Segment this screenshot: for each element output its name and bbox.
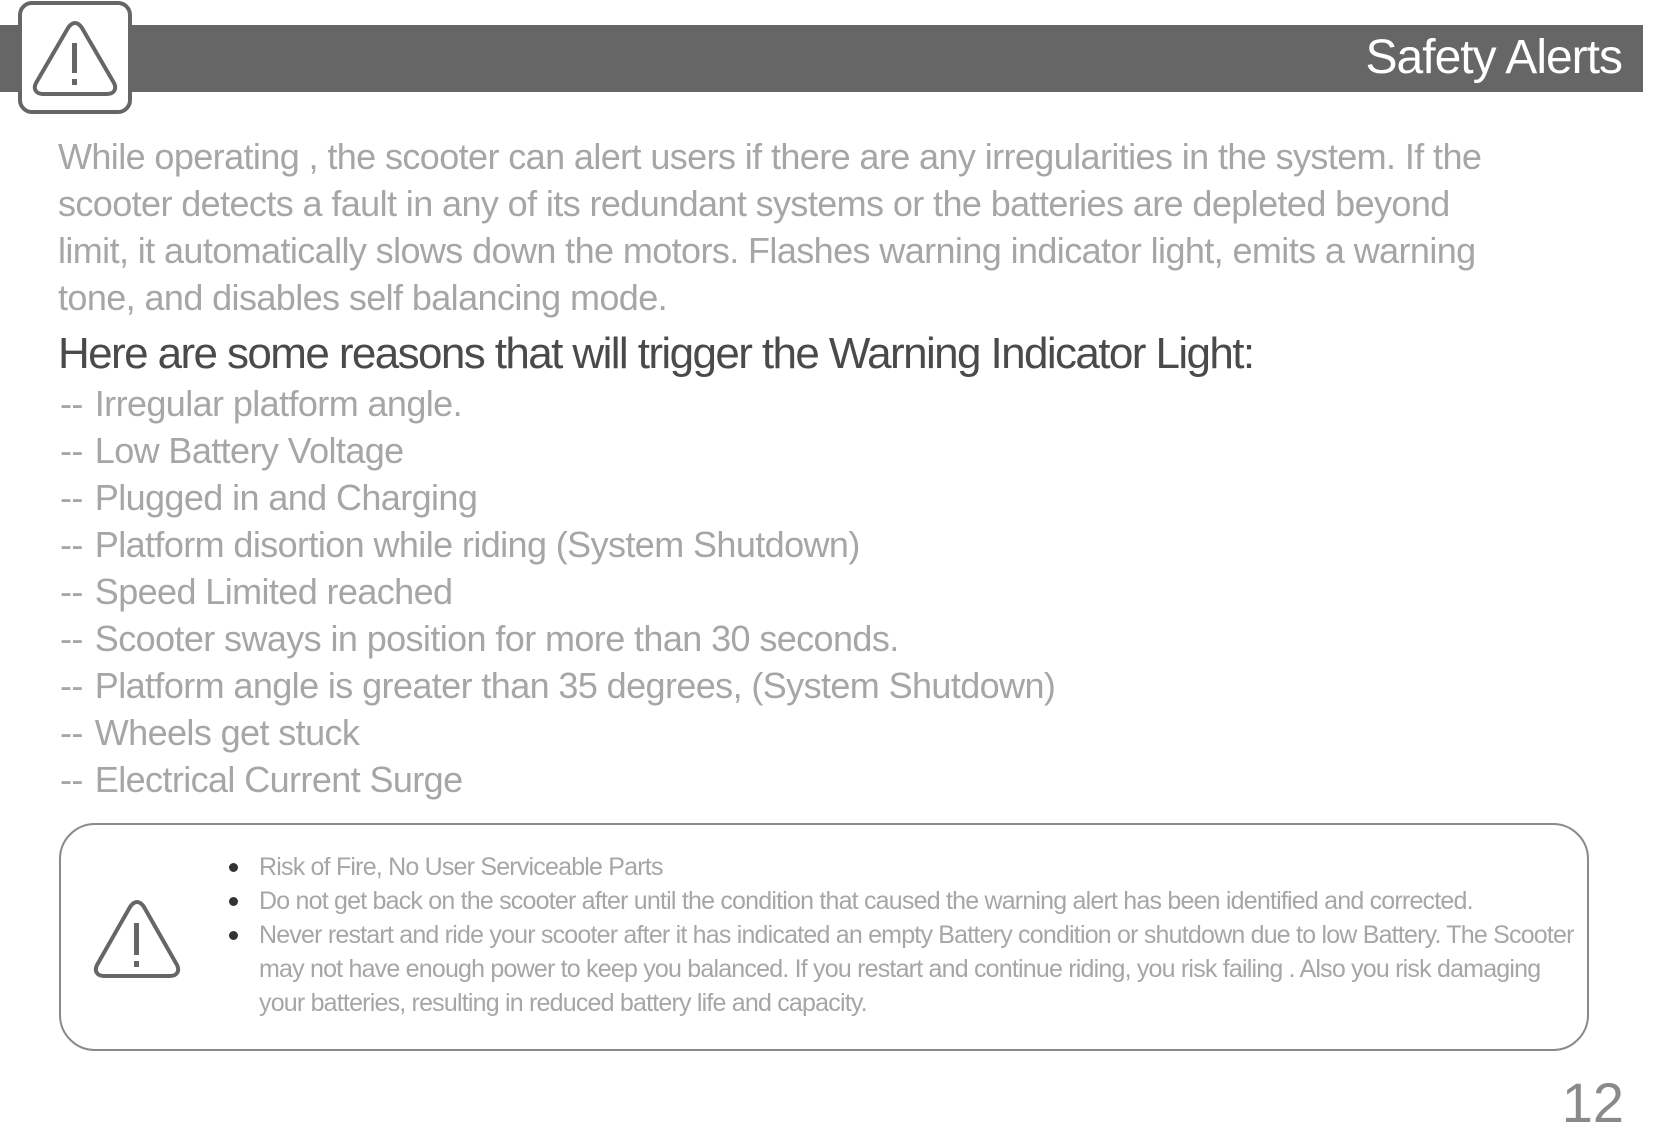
intro-paragraph: While operating , the scooter can alert users if there are any irregularities in the system. If the scooter detects a fault in any of its redundant systems or the batteries are depleted beyond limit, it automatically slows down the motors. Flashes warning indicator light, emits a warning tone, and disables self balancing mode. bbox=[58, 136, 1482, 318]
reason-text: Low Battery Voltage bbox=[94, 430, 404, 471]
list-item bbox=[229, 884, 1579, 918]
page-title: Safety Alerts bbox=[1365, 31, 1622, 84]
dash-marker: -- bbox=[60, 665, 83, 706]
reasons-heading: Here are some reasons that will trigger the Warning Indicator Light: bbox=[58, 329, 1254, 378]
reasons-list bbox=[60, 380, 1055, 803]
list-item bbox=[60, 474, 1055, 521]
list-item bbox=[60, 756, 1055, 803]
reason-text: Scooter sways in position for more than 30 seconds. bbox=[94, 618, 899, 659]
warning-text: Do not get back on the scooter after until the condition that caused the warning alert has been identified and corrected. bbox=[259, 887, 1473, 915]
dash-marker: -- bbox=[60, 571, 83, 612]
list-item bbox=[229, 850, 1579, 884]
reason-text: Electrical Current Surge bbox=[94, 759, 463, 800]
reason-text: Wheels get stuck bbox=[94, 712, 360, 753]
list-item bbox=[60, 568, 1055, 615]
warning-text: Risk of Fire, No User Serviceable Parts bbox=[259, 853, 663, 881]
list-item bbox=[60, 380, 1055, 427]
warning-triangle-icon bbox=[92, 897, 182, 981]
page-number: 12 bbox=[1561, 1071, 1624, 1134]
dash-marker: -- bbox=[60, 430, 83, 471]
list-item bbox=[60, 662, 1055, 709]
list-item bbox=[60, 427, 1055, 474]
warnings-list bbox=[229, 850, 1579, 1020]
dash-marker: -- bbox=[60, 759, 83, 800]
list-item bbox=[229, 918, 1579, 1020]
header-icon-box bbox=[18, 1, 132, 114]
reason-text: Platform angle is greater than 35 degrees, (System Shutdown) bbox=[94, 665, 1056, 706]
warning-triangle-icon bbox=[31, 17, 119, 99]
dash-marker: -- bbox=[60, 524, 83, 565]
reason-text: Platform disortion while riding (System Shutdown) bbox=[94, 524, 860, 565]
bullet-icon bbox=[229, 897, 238, 906]
dash-marker: -- bbox=[60, 383, 83, 424]
list-item bbox=[60, 615, 1055, 662]
dash-marker: -- bbox=[60, 618, 83, 659]
list-item bbox=[60, 709, 1055, 756]
warning-box bbox=[59, 823, 1589, 1051]
dash-marker: -- bbox=[60, 477, 83, 518]
reason-text: Speed Limited reached bbox=[94, 571, 453, 612]
reason-text: Plugged in and Charging bbox=[94, 477, 478, 518]
warning-text: Never restart and ride your scooter after it has indicated an empty Battery condition or shutdown due to low Battery. The Scooter may not have enough power to keep you balanced. If you restart and continue riding, you risk failing . Also you risk damaging your batteries, resulting in reduced battery life and capacity. bbox=[259, 921, 1574, 1017]
bullet-icon bbox=[229, 863, 238, 872]
list-item bbox=[60, 521, 1055, 568]
reason-text: Irregular platform angle. bbox=[94, 383, 462, 424]
dash-marker: -- bbox=[60, 712, 83, 753]
bullet-icon bbox=[229, 931, 238, 940]
